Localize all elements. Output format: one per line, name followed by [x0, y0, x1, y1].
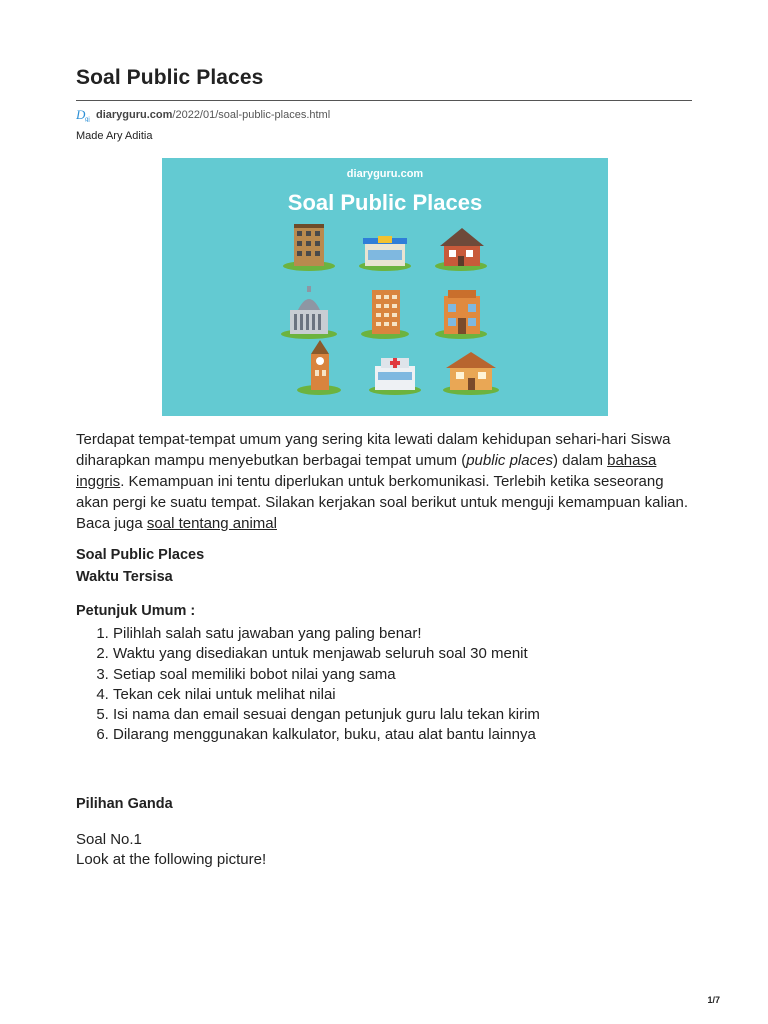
apartment-building-icon [283, 224, 335, 271]
intro-emphasis: public places [466, 452, 553, 469]
shop-building-icon [435, 290, 487, 339]
source-domain: diaryguru.com [96, 109, 173, 121]
clock-tower-icon [297, 340, 341, 395]
instructions-list [76, 624, 729, 746]
intro-text-2: ) dalam [552, 452, 608, 469]
hospital-icon [369, 358, 421, 395]
soal-animal-link[interactable]: soal tentang animal [146, 515, 277, 532]
instruction-item: 1. Pilihlah salah satu jawaban yang paling benar! [113, 624, 729, 644]
question-text: Look at the following picture! [76, 851, 267, 868]
timer-label: Waktu Tersisa [76, 569, 173, 585]
intro-text-3: . Kemampuan ini tentu diperlukan untuk berkomunikasi. Terlebih ketika seseorang akan pergi ke suatu tempat. Silakan kerjakan soal berikut untuk menguji kemampuan kalian. Baca juga [76, 473, 689, 532]
quiz-heading: Soal Public Places [76, 547, 205, 563]
title-divider [76, 100, 692, 101]
instruction-item: 4. Tekan cek nilai untuk melihat nilai [113, 685, 729, 705]
intro-paragraph [76, 429, 692, 534]
supermarket-icon [359, 236, 411, 271]
instruction-item: 2. Waktu yang disediakan untuk menjawab seluruh soal 30 menit [113, 644, 729, 664]
bahasa-inggris-link[interactable]: bahasa inggris [76, 452, 657, 490]
question-number: Soal No.1 [76, 831, 142, 848]
source-line [76, 108, 330, 122]
author-name: Made Ary Aditia [76, 130, 153, 142]
instruction-item: 5. Isi nama dan email sesuai dengan petunjuk guru lalu tekan kirim [113, 705, 729, 725]
villa-icon [443, 352, 499, 395]
house-icon [435, 228, 487, 271]
instruction-item: 3. Setiap soal memiliki bobot nilai yang sama [113, 665, 729, 685]
hero-title: Soal Public Places [287, 190, 483, 215]
section-heading: Pilihan Ganda [76, 796, 173, 812]
svg-text:gj: gj [85, 117, 90, 122]
page-title: Soal Public Places [76, 66, 264, 89]
svg-text:D: D [76, 108, 86, 122]
diaryguru-logo-icon [76, 108, 94, 122]
hero-image [162, 158, 608, 416]
intro-text-1: Terdapat tempat-tempat umum yang sering kita lewati dalam kehidupan sehari-hari Siswa diharapkan mampu menyebutkan berbagai tempat umum ( [76, 431, 671, 469]
instructions-heading: Petunjuk Umum : [76, 603, 196, 619]
capitol-building-icon [281, 286, 337, 339]
source-path: /2022/01/soal-public-places.html [172, 109, 331, 121]
office-tower-icon [361, 290, 409, 339]
instruction-item: 6. Dilarang menggunakan kalkulator, buku, atau alat bantu lainnya [113, 725, 729, 745]
page-number: 1/7 [707, 995, 720, 1005]
source-link[interactable] [96, 109, 330, 121]
hero-brand: diaryguru.com [346, 168, 424, 180]
